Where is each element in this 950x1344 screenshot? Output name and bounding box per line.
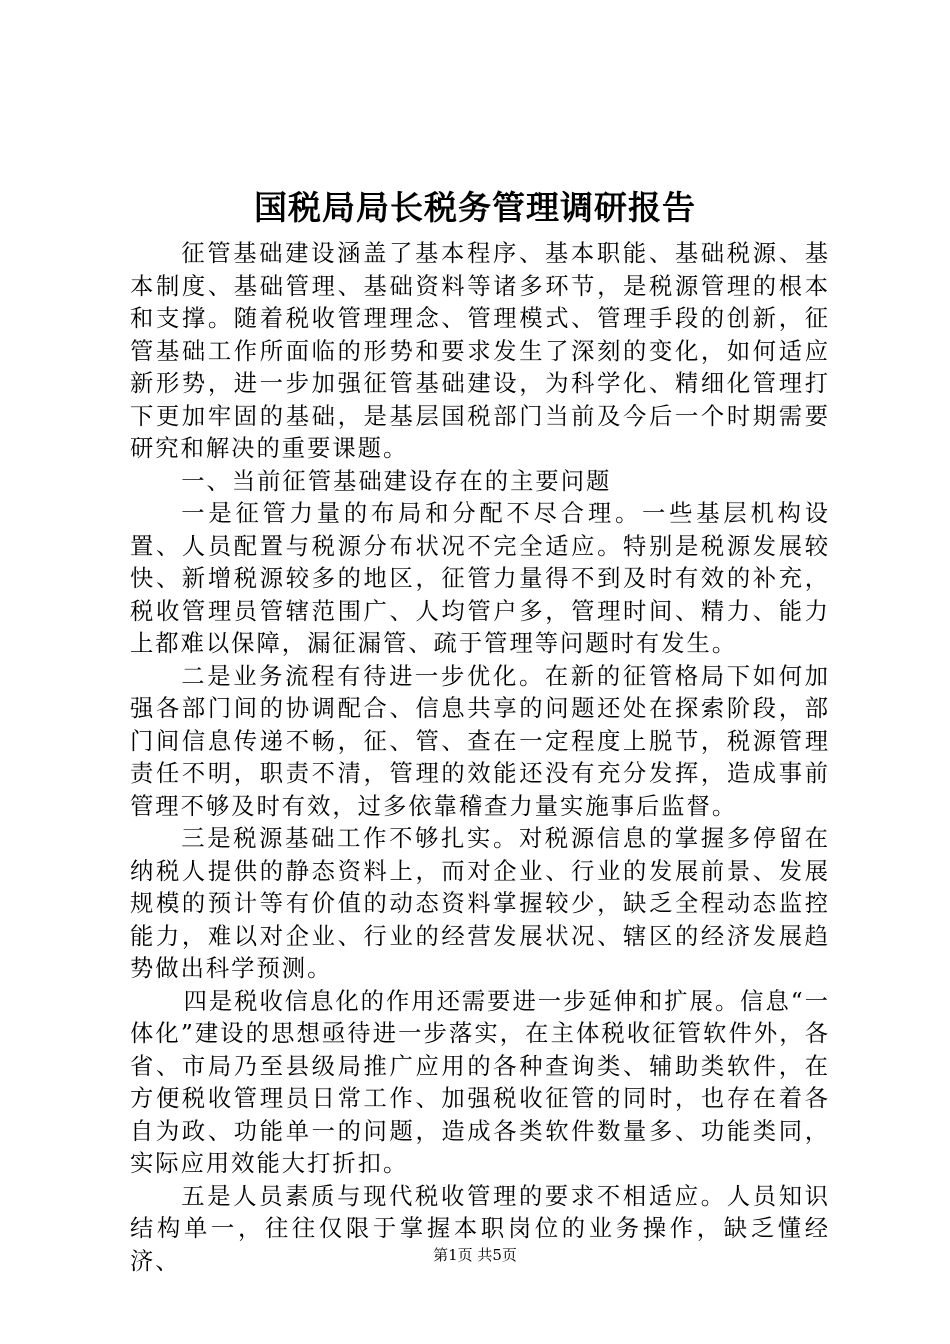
paragraph-problem-4: 四是税收信息化的作用还需要进一步延伸和扩展。信息“一体化”建设的思想亟待进一步落实，在主体税收征管软件外，各省、市局乃至县级局推广应用的各种查询类、辅助类软件，在方便税收管理员日常工作、加强税收征管的同时，也存在着各自为政、功能单一的问题，造成各类软件数量多、功能类同，实际应用效能大打折扣。 bbox=[130, 987, 830, 1177]
paragraph-problem-3: 三是税源基础工作不够扎实。对税源信息的掌握多停留在纳税人提供的静态资料上，而对企业、行业的发展前景、发展规模的预计等有价值的动态资料掌握较少，缺乏全程动态监控能力，难以对企业、行业的经营发展状况、辖区的经济发展趋势做出科学预测。 bbox=[130, 825, 830, 982]
paragraph-problem-5: 五是人员素质与现代税收管理的要求不相适应。人员知识结构单一，往往仅限于掌握本职岗位的业务操作，缺乏懂经济、 bbox=[130, 1182, 830, 1275]
document-body bbox=[130, 238, 830, 1278]
paragraph-intro: 征管基础建设涵盖了基本程序、基本职能、基础税源、基本制度、基础管理、基础资料等诸多环节，是税源管理的根本和支撑。随着税收管理理念、管理模式、管理手段的创新，征管基础工作所面临的形势和要求发生了深刻的变化，如何适应新形势，进一步加强征管基础建设，为科学化、精细化管理打下更加牢固的基础，是基层国税部门当前及今后一个时期需要研究和解决的重要课题。 bbox=[130, 240, 830, 462]
paragraph-problem-1: 一是征管力量的布局和分配不尽合理。一些基层机构设置、人员配置与税源分布状况不完全适应。特别是税源发展较快、新增税源较多的地区，征管力量得不到及时有效的补充，税收管理员管辖范围广、人均管户多，管理时间、精力、能力上都难以保障，漏征漏管、疏于管理等问题时有发生。 bbox=[130, 500, 830, 657]
paragraph-problem-2: 二是业务流程有待进一步优化。在新的征管格局下如何加强各部门间的协调配合、信息共享的问题还处在探索阶段，部门间信息传递不畅，征、管、查在一定程度上脱节，税源管理责任不明，职责不清，管理的效能还没有充分发挥，造成事前管理不够及时有效，过多依靠稽查力量实施事后监督。 bbox=[130, 662, 830, 820]
page-number-footer: 第1页 共5页 bbox=[433, 1246, 517, 1264]
section-heading: 一、当前征管基础建设存在的主要问题 bbox=[181, 467, 612, 495]
document-title: 国税局局长税务管理调研报告 bbox=[254, 188, 696, 227]
